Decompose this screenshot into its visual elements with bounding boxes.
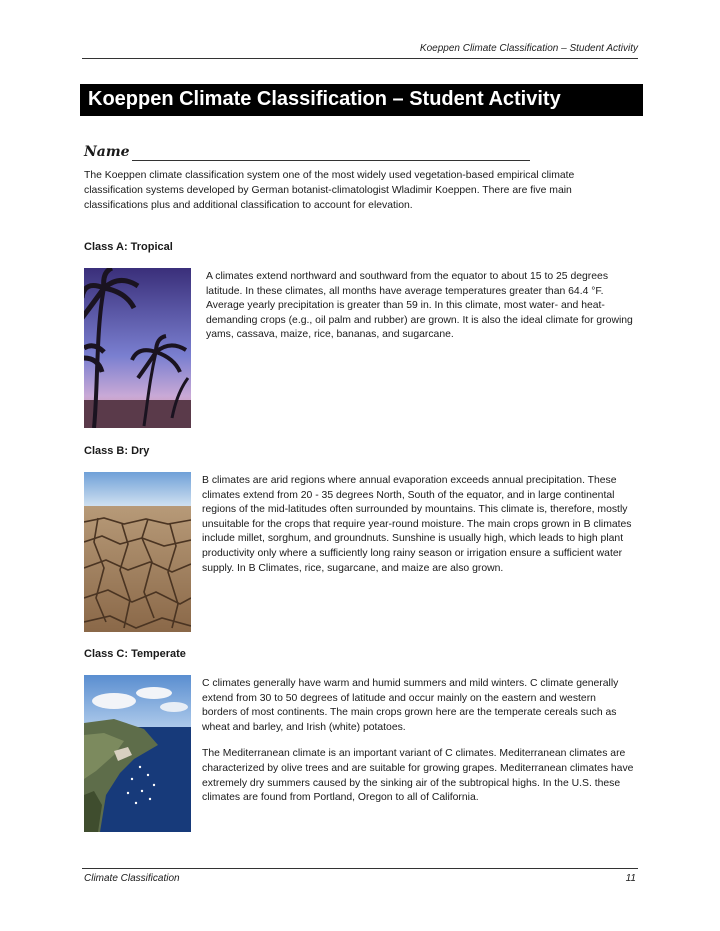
- running-header: Koeppen Climate Classification – Student Activity: [419, 43, 638, 54]
- section-heading-dry: Class B: Dry: [84, 445, 150, 457]
- section-heading-temperate: Class C: Temperate: [84, 648, 186, 660]
- section-heading-tropical: Class A: Tropical: [84, 241, 173, 253]
- tropical-palm-trees-photo: [84, 268, 191, 428]
- coastal-harbor-photo: [84, 675, 191, 832]
- section-body-dry: [202, 474, 634, 588]
- paragraph: The Mediterranean climate is an important variant of C climates. Mediterranean climates are characterized by olive trees and are suitable for growing grapes. Mediterranean climates have extremely dry summers caused by the sinking air of the subtropical highs. In the U.S. these climates are found from Portland, Oregon to all of California.: [202, 748, 634, 804]
- name-label: Name: [84, 144, 130, 160]
- page-number: 11: [625, 873, 636, 884]
- paragraph: B climates are arid regions where annual evaporation exceeds annual precipitation. These climates extend from 20 - 35 degrees North, South of the equator, and in large continental regions of the mid-latitudes often surrounded by mountains. This climate is, therefore, mostly unsuitable for the crops that require year-round moisture. The main crops grown in B climates include millet, sorghum, and groundnuts. Sunshine is usually high, which leads to high plant productivity only where a sufficiently long rainy season or irrigation ensure a sufficient water supply. In B Climates, rice, sugarcane, and maize are also grown.: [202, 475, 632, 574]
- title-bar: [80, 84, 643, 116]
- footer-rule: [82, 868, 638, 869]
- section-body-temperate: [202, 677, 634, 818]
- page-title: Koeppen Climate Classification – Student Activity: [88, 88, 561, 110]
- paragraph: A climates extend northward and southward from the equator to about 15 to 25 degrees latitude. In these climates, all months have average temperatures greater than 64.4 °F. Average yearly precipitation is greater than 59 in. In this climate, most water- and heat-demanding crops (e.g., oil palm and rubber) are grown. It is also the ideal climate for growing yams, cassava, maize, rice, bananas, and sugarcane.: [206, 271, 633, 341]
- name-field: [84, 144, 530, 164]
- section-body-tropical: [206, 270, 634, 355]
- header-rule: [82, 58, 638, 59]
- paragraph: C climates generally have warm and humid summers and mild winters. C climate generally extend from 30 to 50 degrees of latitude and occur mainly on the eastern and western borders of most continents. The main crops grown here are the temperate cereals such as wheat and barley, and Irish (white) potatoes.: [202, 678, 619, 733]
- footer-title: Climate Classification: [84, 873, 180, 884]
- intro-paragraph: The Koeppen climate classification system one of the most widely used vegetation-based empirical climate classification systems developed by German botanist-climatologist Wladimir Koeppen. There are five main classifications plus and additional classification to account for elevation.: [84, 170, 575, 211]
- cracked-desert-ground-photo: [84, 472, 191, 632]
- name-blank-line: [132, 160, 530, 161]
